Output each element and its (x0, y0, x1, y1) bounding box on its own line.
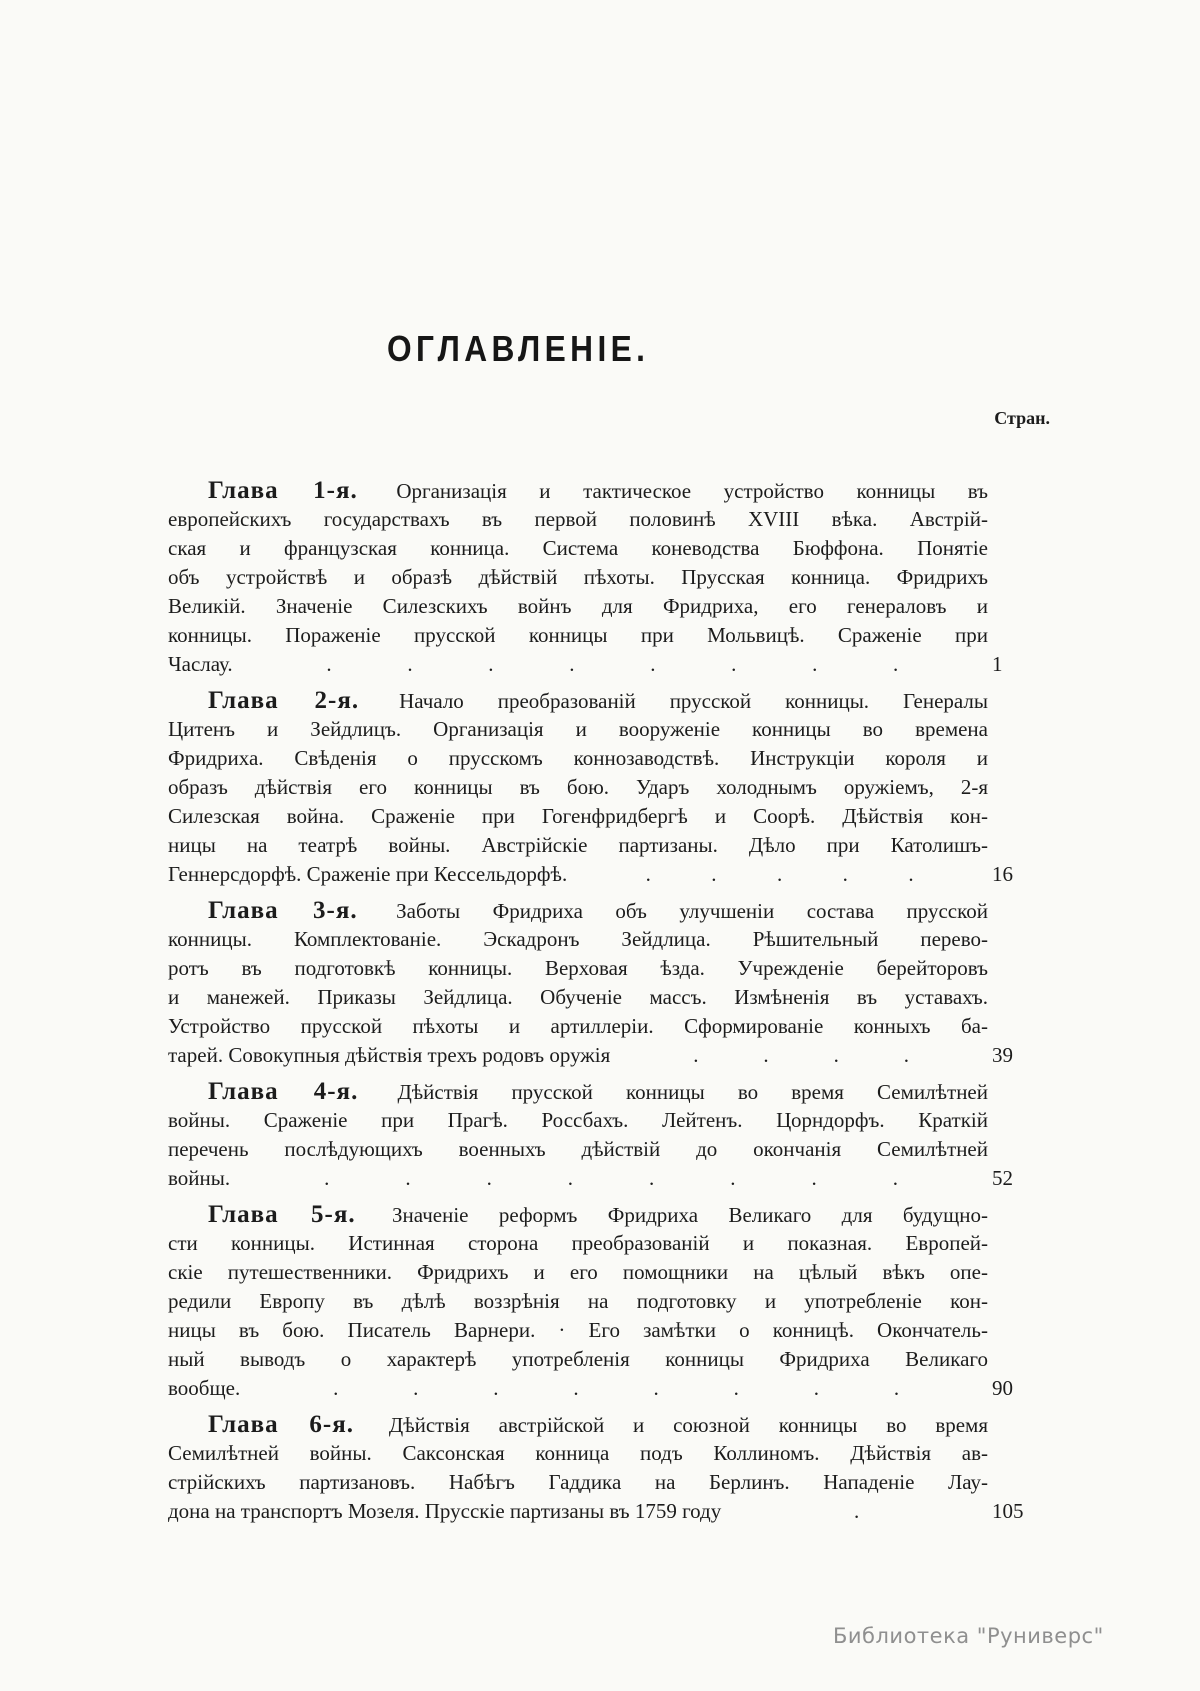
leader-dot: . (573, 1376, 579, 1400)
toc-line: войны. Сраженіе при Прагѣ. Россбахъ. Лейтенъ. Цорндорфъ. Краткій (168, 1108, 988, 1132)
toc-line: ницы на театрѣ войны. Австрійскіе партизаны. Дѣло при Католишъ- (168, 833, 988, 857)
leader-dot: . (413, 1376, 419, 1400)
page-number: 105 (992, 1499, 1024, 1523)
toc-line: ская и французская конница. Система коневодства Бюффона. Понятіе (168, 536, 988, 560)
chapter-number-heading: Глава 4-я. (208, 1078, 359, 1105)
toc-line (168, 1164, 1013, 1193)
chapter-summary-text: Часлау. (168, 652, 233, 676)
chapter-summary-text: Дѣйствія австрійской и союзной конницы во время (388, 1413, 989, 1437)
leader-dot: . (493, 1376, 499, 1400)
leader-dot: . (854, 1499, 860, 1523)
toc-line: скіе путешественники. Фридрихъ и его помощники на цѣлый вѣкъ опе- (168, 1260, 988, 1284)
chapter-summary-text: Организація и тактическое устройство конницы въ (396, 479, 988, 503)
toc-line (168, 1374, 1013, 1403)
leader-dot: . (711, 862, 717, 886)
leader-dot: . (731, 652, 737, 676)
chapter-number-heading: Глава 2-я. (208, 687, 360, 714)
chapter-number-heading: Глава 5-я. (208, 1201, 356, 1228)
toc-line: перечень послѣдующихъ военныхъ дѣйствій до окончанія Семилѣтней (168, 1137, 988, 1161)
chapter-summary-text: вообще. (168, 1376, 241, 1400)
toc-line (168, 476, 988, 505)
toc-line (168, 650, 1003, 679)
toc-line: Устройство прусской пѣхоты и артиллеріи. Сформированіе конныхъ ба- (168, 1014, 988, 1038)
dot-leader (240, 1374, 988, 1403)
page-number: 1 (992, 652, 1003, 676)
leader-dot: . (842, 862, 848, 886)
dot-leader (230, 1164, 988, 1193)
toc-line (168, 1077, 988, 1106)
toc-line: Великій. Значеніе Силезскихъ войнъ для Фридриха, его генераловъ и (168, 594, 988, 618)
toc-line: образъ дѣйствія его конницы въ бою. Ударъ холоднымъ оружіемъ, 2-я (168, 775, 988, 799)
toc-line: стрійскихъ партизановъ. Набѣгъ Гаддика на Берлинъ. Нападеніе Лау- (168, 1470, 988, 1494)
chapter-summary-text: Дѣйствія прусской конницы во время Семилѣтней (397, 1080, 988, 1104)
toc-line (168, 686, 988, 715)
leader-dot: . (650, 652, 656, 676)
leader-dot: . (893, 652, 899, 676)
leader-dot: . (567, 1166, 574, 1190)
leader-dot: . (326, 652, 332, 676)
dot-leader (567, 860, 988, 889)
toc-line: Семилѣтней войны. Саксонская конница подъ Коллиномъ. Дѣйствія ав- (168, 1441, 988, 1465)
leader-dot: . (333, 1376, 339, 1400)
chapter-summary-text: Начало преобразованій прусской конницы. Генералы (399, 689, 989, 713)
leader-dot: . (693, 1043, 699, 1067)
toc-line: Фридриха. Свѣденія о прусскомъ коннозаводствѣ. Инструкціи короля и (168, 746, 988, 770)
toc-line: Цитенъ и Зейдлицъ. Организація и вооруженіе конницы во времена (168, 717, 988, 741)
leader-dot: . (733, 1376, 739, 1400)
toc-line: ницы въ бою. Писатель Варнери. · Его замѣтки о конницѣ. Окончатель- (168, 1318, 988, 1342)
chapter-number-heading: Глава 1-я. (208, 477, 358, 504)
chapter-number-heading: Глава 6-я. (208, 1411, 355, 1438)
toc-line: конницы. Пораженіе прусской конницы при Мольвицѣ. Сраженіе при (168, 623, 988, 647)
toc-line: сти конницы. Истинная сторона преобразованій и показная. Европей- (168, 1231, 988, 1255)
chapter-number-heading: Глава 3-я. (208, 897, 358, 924)
toc-line: ротъ въ подготовкѣ конницы. Верховая ѣзда. Учрежденіе берейторовъ (168, 956, 988, 980)
library-watermark: Библиотека "Руниверс" (833, 1624, 1104, 1648)
leader-dot: . (763, 1043, 769, 1067)
toc-entry (168, 476, 1003, 679)
dot-leader (721, 1497, 988, 1526)
page-column-header: Стран. (994, 408, 1050, 428)
toc-entry (168, 1200, 1013, 1403)
page-title: ОГЛАВЛЕНІЕ. (387, 328, 650, 369)
table-of-contents (168, 476, 1024, 1533)
toc-line: редили Европу въ дѣлѣ воззрѣнія на подготовку и употребленіе кон- (168, 1289, 988, 1313)
chapter-summary-text: Заботы Фридриха объ улучшеніи состава прусской (396, 899, 988, 923)
leader-dot: . (730, 1166, 736, 1190)
chapter-summary-text: тарей. Совокупныя дѣйствія трехъ родовъ оружія (168, 1043, 611, 1067)
toc-line: конницы. Комплектованіе. Эскадронъ Зейдлица. Рѣшительный перево- (168, 927, 988, 951)
leader-dot: . (811, 1166, 817, 1190)
toc-line (168, 1410, 988, 1439)
leader-dot: . (324, 1166, 330, 1190)
toc-line: объ устройствѣ и образѣ дѣйствій пѣхоты. Прусская конница. Фридрихъ (168, 565, 988, 589)
leader-dot: . (649, 1166, 655, 1190)
leader-dot: . (486, 1166, 492, 1190)
toc-line (168, 860, 1013, 889)
page-number: 39 (992, 1043, 1013, 1067)
leader-dot: . (488, 652, 494, 676)
toc-line: Силезская война. Сраженіе при Гогенфридбергѣ и Соорѣ. Дѣйствія кон- (168, 804, 988, 828)
toc-line: европейскихъ государствахъ въ первой половинѣ XVIII вѣка. Австрій- (168, 507, 988, 531)
toc-line (168, 1041, 1013, 1070)
leader-dot: . (405, 1166, 411, 1190)
leader-dot: . (892, 1166, 898, 1190)
leader-dot: . (813, 1376, 819, 1400)
chapter-summary-text: дона на транспортъ Мозеля. Прусскіе партизаны въ 1759 году (168, 1499, 722, 1523)
page-number: 16 (992, 862, 1013, 886)
toc-entry (168, 1077, 1013, 1193)
dot-leader (233, 650, 988, 679)
toc-line (168, 1497, 1024, 1526)
leader-dot: . (893, 1376, 900, 1400)
toc-entry (168, 686, 1013, 889)
dot-leader (610, 1041, 988, 1070)
leader-dot: . (569, 652, 575, 676)
leader-dot: . (908, 862, 914, 886)
leader-dot: . (776, 862, 783, 886)
page-number: 90 (992, 1376, 1013, 1400)
toc-line (168, 1200, 988, 1229)
chapter-summary-text: войны. (168, 1166, 231, 1190)
toc-line: ный выводъ о характерѣ употребленія конницы Фридриха Великаго (168, 1347, 988, 1371)
chapter-summary-text: Геннерсдорфѣ. Сраженіе при Кессельдорфѣ. (168, 862, 568, 886)
toc-entry (168, 1410, 1024, 1526)
leader-dot: . (812, 652, 818, 676)
leader-dot: . (645, 862, 651, 886)
toc-line: и манежей. Приказы Зейдлица. Обученіе массъ. Измѣненія въ уставахъ. (168, 985, 988, 1009)
leader-dot: . (833, 1043, 839, 1067)
leader-dot: . (903, 1043, 910, 1067)
toc-line (168, 896, 988, 925)
leader-dot: . (407, 652, 413, 676)
toc-entry (168, 896, 1013, 1070)
leader-dot: . (653, 1376, 659, 1400)
page-number: 52 (992, 1166, 1013, 1190)
chapter-summary-text: Значеніе реформъ Фридриха Великаго для будущно- (391, 1203, 989, 1227)
